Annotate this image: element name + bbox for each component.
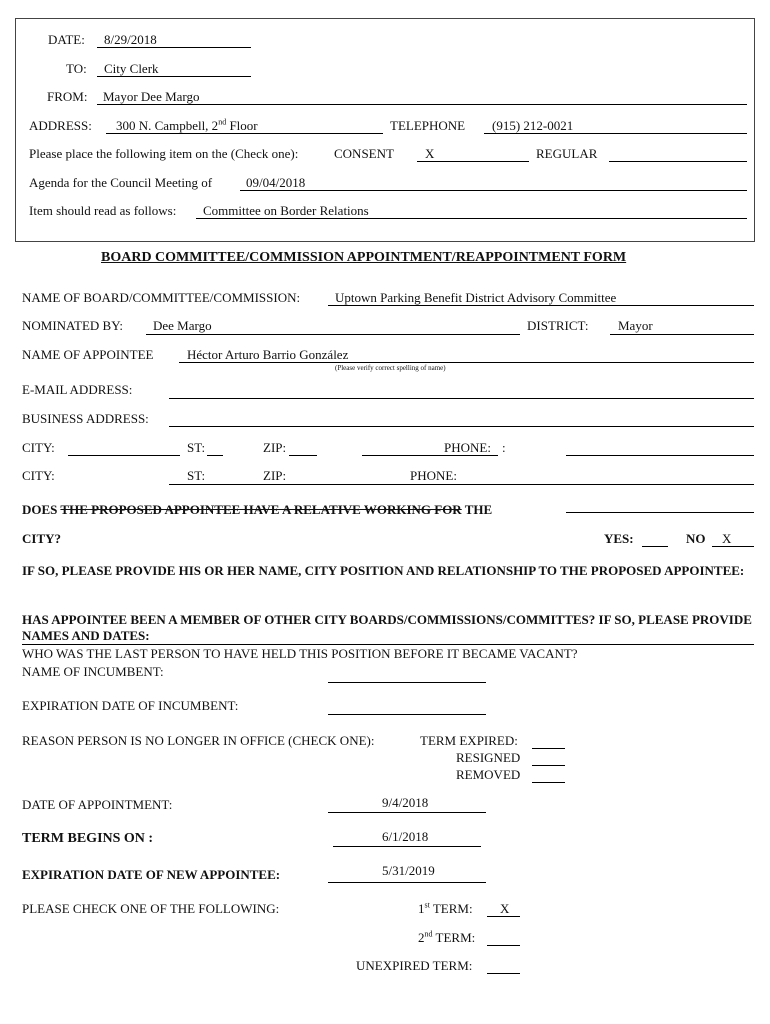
- district-line: [610, 334, 754, 335]
- appointment-date-value: 9/4/2018: [382, 795, 429, 810]
- city-line-1: [68, 455, 180, 456]
- unexpired-term-label: UNEXPIRED TERM:: [356, 958, 473, 973]
- phone-label-2: PHONE:: [410, 468, 457, 483]
- from-line: [97, 104, 747, 105]
- board-line: [328, 305, 754, 306]
- from-value: Mayor Dee Margo: [103, 89, 200, 104]
- consent-line: [417, 161, 529, 162]
- if-so-text: IF SO, PLEASE PROVIDE HIS OR HER NAME, CITY POSITION AND RELATIONSHIP TO THE PROPOSED APPOINTEE:: [22, 563, 745, 578]
- date-line: [97, 47, 251, 48]
- first-term-value: X: [500, 901, 510, 916]
- phone-line-1: [566, 455, 754, 456]
- relative-line: [566, 512, 754, 513]
- to-line: [97, 76, 251, 77]
- email-line: [169, 398, 754, 399]
- address-value: 300 N. Campbell, 2nd Floor: [116, 117, 258, 133]
- from-label: FROM:: [47, 89, 88, 104]
- appointee-value: Héctor Arturo Barrio González: [187, 347, 349, 362]
- reason-label: REASON PERSON IS NO LONGER IN OFFICE (CHECK ONE):: [22, 733, 375, 748]
- expiration-label: EXPIRATION DATE OF NEW APPOINTEE:: [22, 867, 281, 882]
- district-label: DISTRICT:: [527, 318, 589, 333]
- zip-label-1: ZIP:: [263, 440, 287, 455]
- removed-label: REMOVED: [456, 767, 521, 782]
- expiration-value: 5/31/2019: [382, 863, 435, 878]
- st-line-1: [207, 455, 223, 456]
- incumbent-exp-label: EXPIRATION DATE OF INCUMBENT:: [22, 698, 239, 713]
- relative-question: DOES THE PROPOSED APPOINTEE HAVE A RELATIVE WORKING FOR THE: [22, 502, 493, 517]
- yes-label: YES:: [604, 531, 634, 546]
- address-line: [106, 133, 383, 134]
- st-label-1: ST:: [187, 440, 206, 455]
- term-expired-label: TERM EXPIRED:: [420, 733, 518, 748]
- nominated-value: Dee Margo: [153, 318, 212, 333]
- email-label: E-MAIL ADDRESS:: [22, 382, 133, 397]
- item-value: Committee on Border Relations: [203, 203, 369, 218]
- second-term-line: [487, 945, 520, 946]
- agenda-line: [240, 190, 747, 191]
- board-label: NAME OF BOARD/COMMITTEE/COMMISSION:: [22, 290, 301, 305]
- date-label: DATE:: [48, 32, 85, 47]
- incumbent-name-label: NAME OF INCUMBENT:: [22, 664, 164, 679]
- item-line: [196, 218, 747, 219]
- zip-label-2: ZIP:: [263, 468, 287, 483]
- nominated-line: [146, 334, 520, 335]
- district-value: Mayor: [618, 318, 653, 333]
- nominated-label: NOMINATED BY:: [22, 318, 123, 333]
- phone-colon-1: :: [502, 440, 506, 455]
- term-begins-value: 6/1/2018: [382, 829, 429, 844]
- first-term-line: [487, 916, 520, 917]
- resigned-label: RESIGNED: [456, 750, 521, 765]
- no-label: NO: [686, 531, 706, 546]
- regular-label: REGULAR: [536, 146, 598, 161]
- appointee-label: NAME OF APPOINTEE: [22, 347, 154, 362]
- first-term-label: 1st TERM:: [418, 900, 473, 916]
- removed-line: [532, 782, 565, 783]
- expiration-line: [328, 882, 486, 883]
- no-line: [712, 546, 754, 547]
- member-divider: [22, 644, 754, 645]
- incumbent-name-line: [328, 682, 486, 683]
- business-line: [169, 426, 754, 427]
- city-label-1: CITY:: [22, 440, 55, 455]
- appointment-date-line: [328, 812, 486, 813]
- date-value: 8/29/2018: [104, 32, 157, 47]
- to-value: City Clerk: [104, 61, 159, 76]
- agenda-label: Agenda for the Council Meeting of: [29, 175, 213, 190]
- place-label: Please place the following item on the (Check one):: [29, 146, 299, 161]
- term-begins-label: TERM BEGINS ON :: [22, 831, 154, 846]
- term-begins-line: [333, 846, 481, 847]
- agenda-value: 09/04/2018: [246, 175, 306, 190]
- consent-label: CONSENT: [334, 146, 394, 161]
- resigned-line: [532, 765, 565, 766]
- business-label: BUSINESS ADDRESS:: [22, 411, 149, 426]
- regular-line: [609, 161, 747, 162]
- telephone-label: TELEPHONE: [390, 118, 466, 133]
- appointee-line: [179, 362, 754, 363]
- relative-city: CITY?: [22, 531, 62, 546]
- who-label: WHO WAS THE LAST PERSON TO HAVE HELD THIS POSITION BEFORE IT BECAME VACANT?: [22, 646, 578, 661]
- to-label: TO:: [66, 61, 87, 76]
- st-label-2: ST:: [187, 468, 206, 483]
- incumbent-exp-line: [328, 714, 486, 715]
- no-value: X: [722, 531, 732, 546]
- telephone-line: [484, 133, 747, 134]
- member-question: HAS APPOINTEE BEEN A MEMBER OF OTHER CITY BOARDS/COMMISSIONS/COMMITTES? IF SO, PLEASE PROVIDE NAMES AND DATES:: [22, 612, 752, 643]
- check-label: PLEASE CHECK ONE OF THE FOLLOWING:: [22, 901, 280, 916]
- term-expired-line: [532, 748, 565, 749]
- item-label: Item should read as follows:: [29, 203, 177, 218]
- second-term-label: 2nd TERM:: [418, 929, 476, 945]
- city-line-2: [169, 484, 754, 485]
- appointee-note: (Please verify correct spelling of name): [335, 364, 446, 372]
- consent-value: X: [425, 146, 435, 161]
- city-label-2: CITY:: [22, 468, 55, 483]
- unexpired-term-line: [487, 973, 520, 974]
- board-value: Uptown Parking Benefit District Advisory Committee: [335, 290, 617, 305]
- appointment-date-label: DATE OF APPOINTMENT:: [22, 797, 173, 812]
- phone-label-1: PHONE:: [444, 440, 491, 455]
- telephone-value: (915) 212-0021: [492, 118, 574, 133]
- address-label: ADDRESS:: [29, 118, 92, 133]
- zip-line-1: [289, 455, 317, 456]
- yes-line: [642, 546, 668, 547]
- form-title: BOARD COMMITTEE/COMMISSION APPOINTMENT/REAPPOINTMENT FORM: [101, 250, 627, 265]
